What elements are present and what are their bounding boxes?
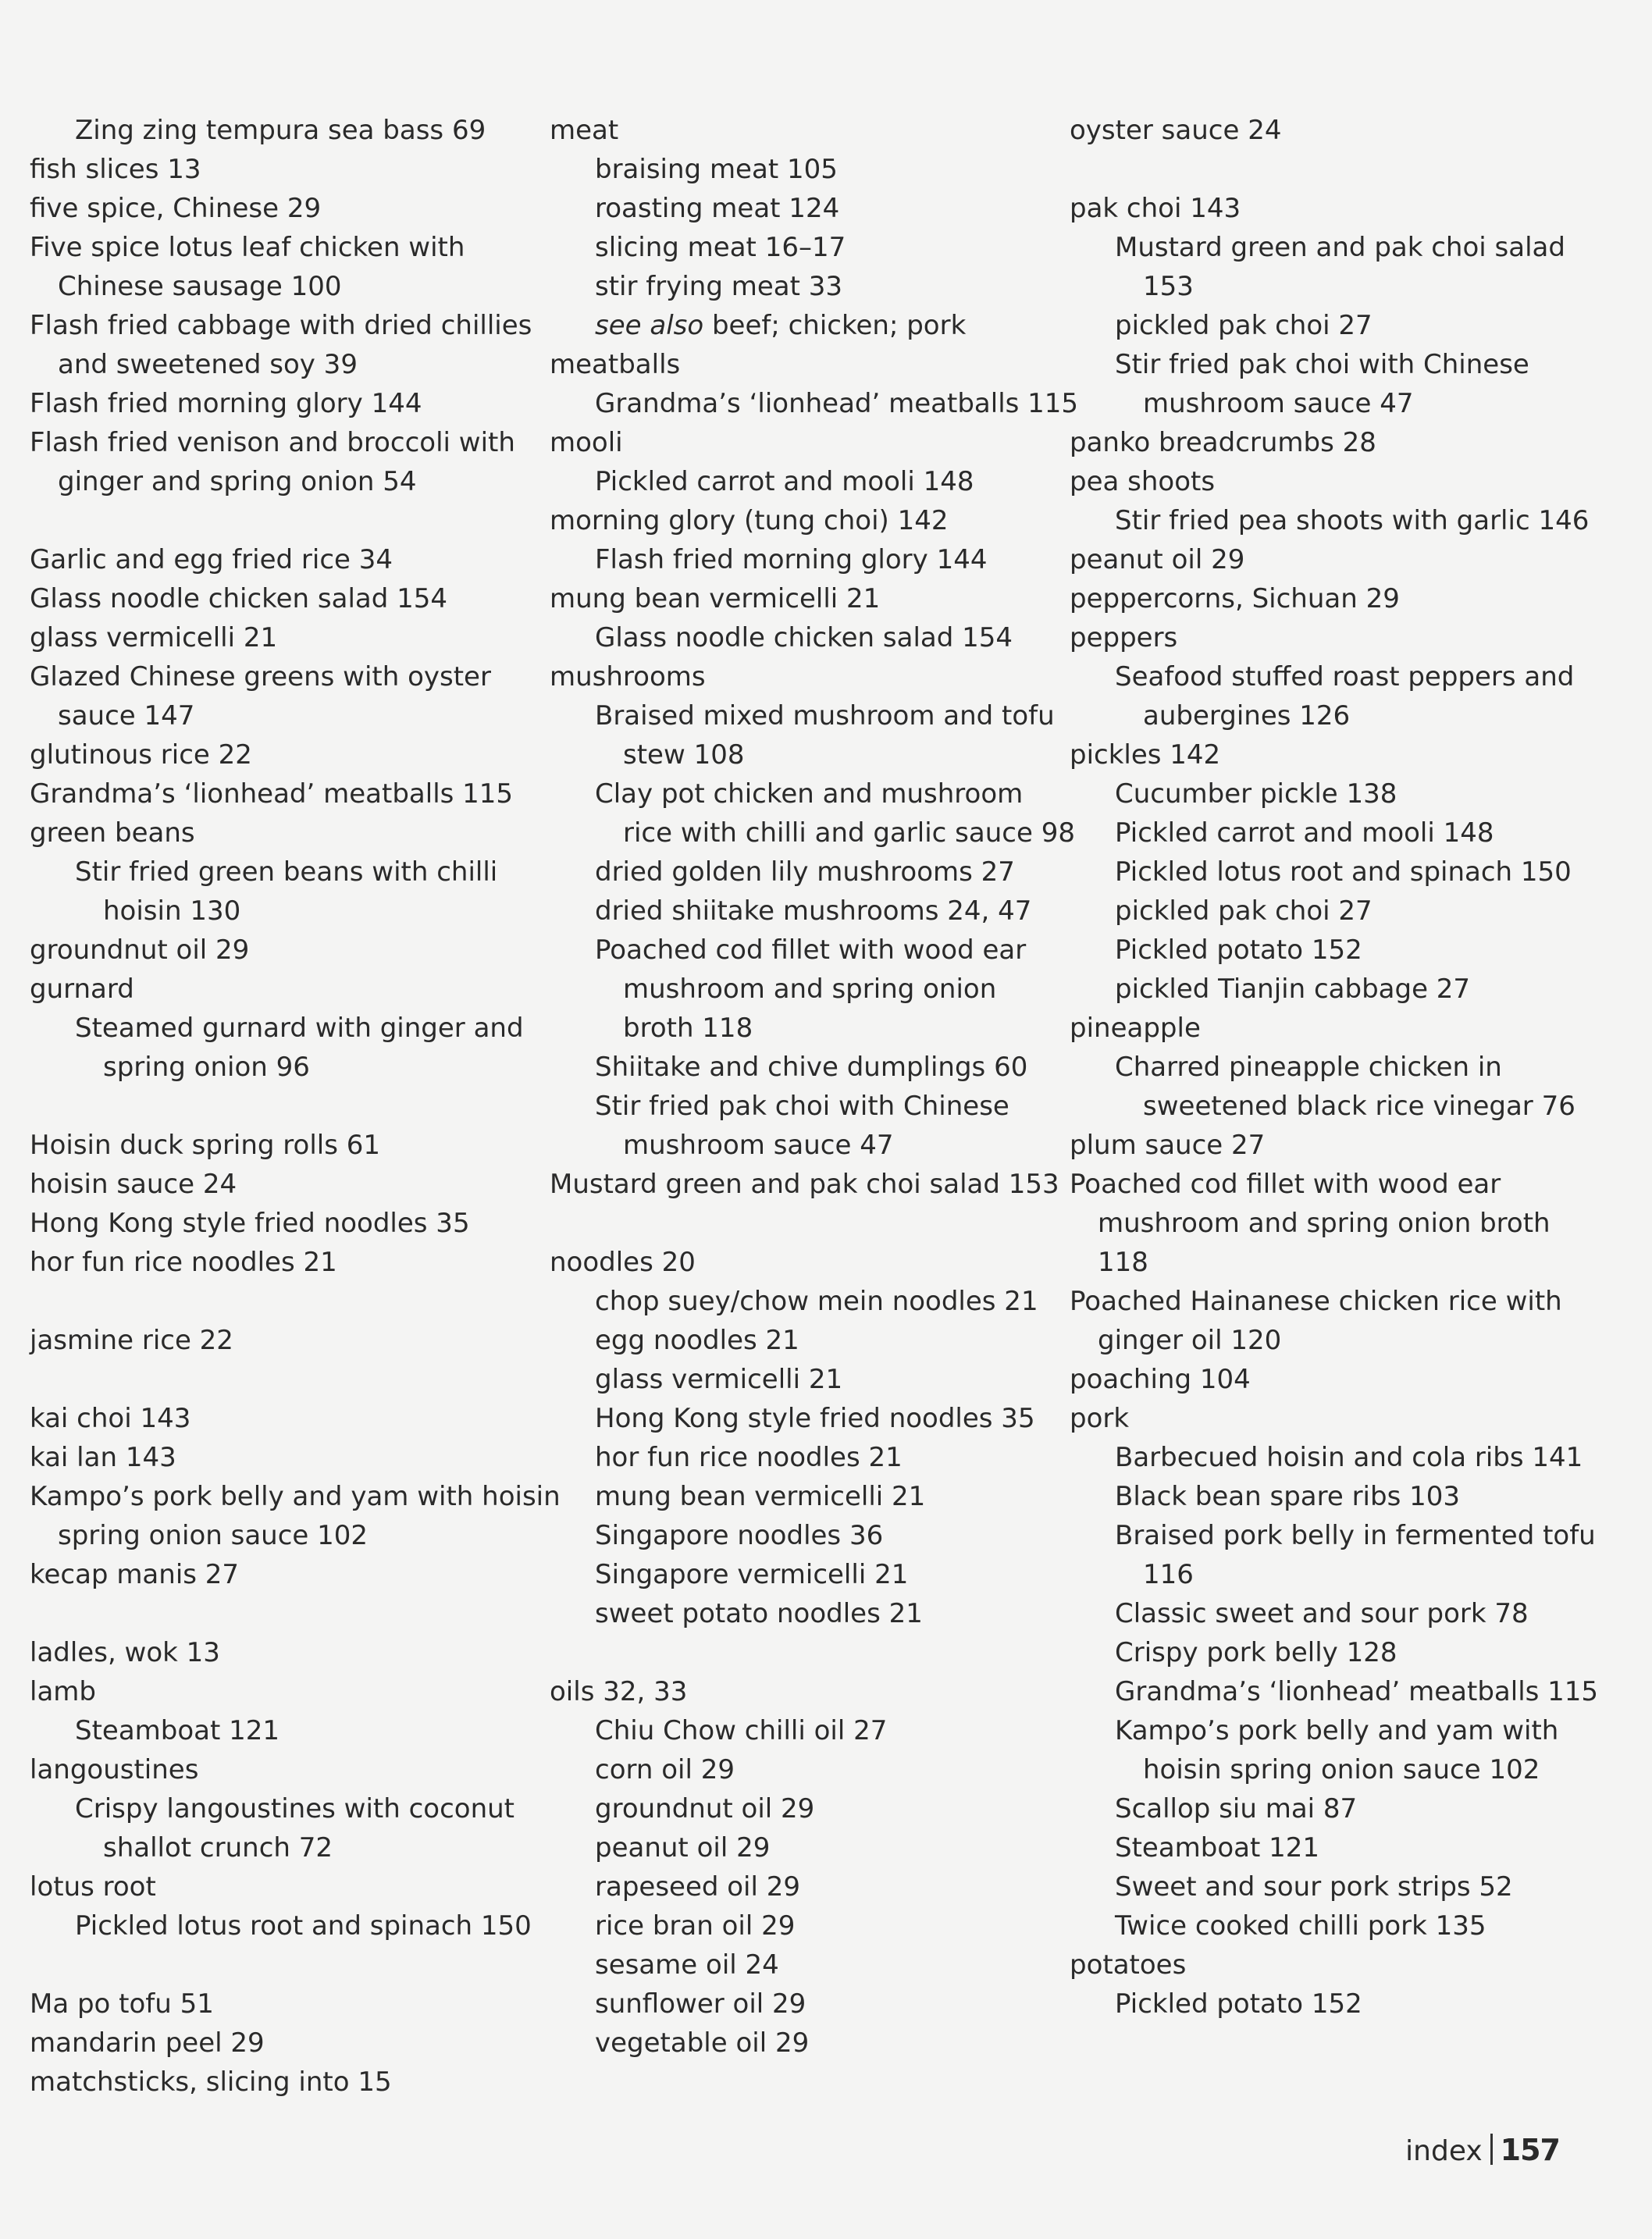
index-entry: glass vermicelli 21	[30, 622, 278, 653]
index-entry: egg noodles 21	[595, 1325, 799, 1356]
index-spacer	[1070, 150, 1569, 189]
index-entry: mung bean vermicelli 21	[550, 583, 881, 614]
index-entry: Poached cod fillet with wood ear	[595, 934, 1027, 966]
index-entry: mung bean vermicelli 21	[595, 1481, 926, 1512]
index-entry: peppercorns, Sichuan 29	[1070, 583, 1400, 614]
index-entry: corn oil 29	[595, 1754, 735, 1785]
index-spacer	[30, 1945, 537, 1984]
index-spacer	[30, 1594, 537, 1633]
cross-reference-targets: beef; chicken; pork	[703, 310, 967, 341]
index-entry: 153	[1143, 271, 1194, 302]
index-entry: sunflower oil 29	[595, 1988, 806, 2020]
folio-section: index	[1405, 2135, 1483, 2167]
index-entry: Hong Kong style fried noodles 35	[595, 1403, 1035, 1434]
index-entry: vegetable oil 29	[595, 2027, 810, 2059]
index-entry: Braised pork belly in fermented tofu	[1115, 1520, 1596, 1551]
index-entry: Mustard green and pak choi salad	[1115, 232, 1565, 263]
index-entry: stew 108	[623, 739, 745, 771]
index-spacer	[550, 1204, 1049, 1243]
index-entry: Black bean spare ribs 103	[1115, 1481, 1460, 1512]
index-entry: hoisin 130	[103, 895, 241, 927]
index-entry: Kampo’s pork belly and yam with	[1115, 1715, 1559, 1746]
index-entry: glass vermicelli 21	[595, 1364, 843, 1395]
index-entry: and sweetened soy 39	[58, 349, 358, 380]
index-entry: five spice, Chinese 29	[30, 193, 322, 224]
index-entry: rapeseed oil 29	[595, 1871, 801, 1903]
index-entry: hoisin spring onion sauce 102	[1143, 1754, 1540, 1785]
index-entry: Crispy langoustines with coconut	[75, 1793, 514, 1824]
index-entry: potatoes	[1070, 1949, 1187, 1981]
index-entry: glutinous rice 22	[30, 739, 252, 771]
index-entry: Braised mixed mushroom and tofu	[595, 700, 1055, 732]
index-entry: Stir fried pak choi with Chinese	[1115, 349, 1529, 380]
index-entry: 116	[1143, 1559, 1194, 1590]
page-number: 157	[1500, 2133, 1560, 2167]
index-entry: Hoisin duck spring rolls 61	[30, 1130, 381, 1161]
index-entry: Pickled carrot and mooli 148	[1115, 817, 1494, 849]
index-entry: Charred pineapple chicken in	[1115, 1052, 1502, 1083]
index-entry: meatballs	[550, 349, 681, 380]
index-entry: stir frying meat 33	[595, 271, 843, 302]
index-entry: Grandma’s ‘lionhead’ meatballs 115	[1115, 1676, 1599, 1707]
index-entry: Sweet and sour pork strips 52	[1115, 1871, 1513, 1903]
index-entry	[550, 306, 1049, 345]
index-entry: Ma po tofu 51	[30, 1988, 214, 2020]
index-entry: Zing zing tempura sea bass 69	[75, 115, 486, 146]
index-entry: poaching 104	[1070, 1364, 1251, 1395]
index-entry: ginger oil 120	[1098, 1325, 1282, 1356]
index-entry: spring onion sauce 102	[58, 1520, 368, 1551]
index-entry: Scallop siu mai 87	[1115, 1793, 1358, 1824]
index-entry: rice bran oil 29	[595, 1910, 796, 1942]
index-entry: peppers	[1070, 622, 1178, 653]
index-entry: Clay pot chicken and mushroom	[595, 778, 1024, 810]
index-entry: Pickled lotus root and spinach 150	[1115, 856, 1572, 888]
index-column-1	[30, 111, 561, 2102]
index-entry: Crispy pork belly 128	[1115, 1637, 1397, 1668]
index-entry: Flash fried cabbage with dried chillies	[30, 310, 532, 341]
index-entry: Flash fried morning glory 144	[595, 544, 988, 575]
index-entry: Flash fried morning glory 144	[30, 388, 422, 419]
index-entry: sweet potato noodles 21	[595, 1598, 923, 1629]
index-entry: noodles 20	[550, 1247, 696, 1278]
index-entry: Glazed Chinese greens with oyster	[30, 661, 491, 692]
index-entry: Pickled lotus root and spinach 150	[75, 1910, 532, 1942]
index-entry: Garlic and egg fried rice 34	[30, 544, 393, 575]
index-entry: Flash fried venison and broccoli with	[30, 427, 515, 458]
index-entry: broth 118	[623, 1013, 753, 1044]
index-entry: hor fun rice noodles 21	[595, 1442, 903, 1473]
index-entry: plum sauce 27	[1070, 1130, 1266, 1161]
index-entry: mushroom sauce 47	[623, 1130, 894, 1161]
cross-reference-label: see also	[595, 310, 704, 341]
index-entry: pineapple	[1070, 1013, 1201, 1044]
index-spacer	[30, 1360, 537, 1399]
index-entry: Kampo’s pork belly and yam with hoisin	[30, 1481, 561, 1512]
index-entry: mushroom and spring onion broth	[1098, 1208, 1551, 1239]
index-entry: dried shiitake mushrooms 24, 47	[595, 895, 1032, 927]
index-entry: lotus root	[30, 1871, 156, 1903]
index-entry: sauce 147	[58, 700, 195, 732]
index-entry: slicing meat 16–17	[595, 232, 846, 263]
index-entry: jasmine rice 22	[30, 1325, 233, 1356]
index-entry: Classic sweet and sour pork 78	[1115, 1598, 1529, 1629]
index-entry: Shiitake and chive dumplings 60	[595, 1052, 1028, 1083]
folio-divider	[1490, 2134, 1493, 2165]
index-entry: Chinese sausage 100	[58, 271, 342, 302]
index-entry: Poached Hainanese chicken rice with	[1070, 1286, 1562, 1317]
index-entry: Barbecued hoisin and cola ribs 141	[1115, 1442, 1583, 1473]
index-entry: ginger and spring onion 54	[58, 466, 417, 497]
index-entry: Glass noodle chicken salad 154	[30, 583, 448, 614]
index-entry: shallot crunch 72	[103, 1832, 333, 1863]
index-entry: rice with chilli and garlic sauce 98	[623, 817, 1075, 849]
index-entry: sweetened black rice vinegar 76	[1143, 1091, 1575, 1122]
index-entry: Steamed gurnard with ginger and	[75, 1013, 524, 1044]
index-entry: oyster sauce 24	[1070, 115, 1282, 146]
index-entry: green beans	[30, 817, 195, 849]
index-entry: kecap manis 27	[30, 1559, 240, 1590]
index-entry: peanut oil 29	[1070, 544, 1245, 575]
index-entry: panko breadcrumbs 28	[1070, 427, 1376, 458]
index-entry: peanut oil 29	[595, 1832, 771, 1863]
index-entry: Twice cooked chilli pork 135	[1115, 1910, 1486, 1942]
index-entry: Seafood stuffed roast peppers and	[1115, 661, 1575, 692]
index-entry: morning glory (tung choi) 142	[550, 505, 949, 536]
index-entry: oils 32, 33	[550, 1676, 688, 1707]
index-entry: Grandma’s ‘lionhead’ meatballs 115	[30, 778, 514, 810]
index-entry: Mustard green and pak choi salad 153	[550, 1169, 1059, 1200]
index-entry: spring onion 96	[103, 1052, 310, 1083]
index-entry: Stir fried pak choi with Chinese	[595, 1091, 1009, 1122]
index-entry: hor fun rice noodles 21	[30, 1247, 337, 1278]
index-spacer	[550, 1633, 1049, 1672]
index-entry: pickled pak choi 27	[1115, 895, 1373, 927]
index-entry: groundnut oil 29	[30, 934, 250, 966]
index-entry: dried golden lily mushrooms 27	[595, 856, 1015, 888]
index-entry: Glass noodle chicken salad 154	[595, 622, 1013, 653]
index-entry: sesame oil 24	[595, 1949, 779, 1981]
index-entry: pea shoots	[1070, 466, 1216, 497]
index-entry: pickled Tianjin cabbage 27	[1115, 974, 1471, 1005]
index-entry: hoisin sauce 24	[30, 1169, 237, 1200]
index-entry: pork	[1070, 1403, 1130, 1434]
index-entry: langoustines	[30, 1754, 199, 1785]
index-entry: lamb	[30, 1676, 96, 1707]
index-spacer	[30, 1282, 537, 1321]
index-column-3	[1070, 111, 1599, 2024]
index-entry: mushroom and spring onion	[623, 974, 997, 1005]
index-column-2	[550, 111, 1079, 2063]
index-entry: Pickled potato 152	[1115, 934, 1362, 966]
index-entry: ladles, wok 13	[30, 1637, 220, 1668]
index-entry: Poached cod fillet with wood ear	[1070, 1169, 1501, 1200]
index-spacer	[30, 1087, 537, 1126]
index-entry: Stir fried green beans with chilli	[75, 856, 498, 888]
index-entry: mushrooms	[550, 661, 706, 692]
index-entry: groundnut oil 29	[595, 1793, 815, 1824]
index-entry: chop suey/chow mein noodles 21	[595, 1286, 1038, 1317]
index-spacer	[30, 501, 537, 540]
index-entry: kai choi 143	[30, 1403, 191, 1434]
index-entry: Cucumber pickle 138	[1115, 778, 1397, 810]
index-entry: Pickled potato 152	[1115, 1988, 1362, 2020]
index-entry: Stir fried pea shoots with garlic 146	[1115, 505, 1590, 536]
index-entry: pak choi 143	[1070, 193, 1241, 224]
index-entry: Hong Kong style fried noodles 35	[30, 1208, 470, 1239]
index-entry: aubergines 126	[1143, 700, 1351, 732]
index-entry: Five spice lotus leaf chicken with	[30, 232, 465, 263]
index-entry: mushroom sauce 47	[1143, 388, 1414, 419]
index-entry: Steamboat 121	[1115, 1832, 1320, 1863]
index-entry: Singapore noodles 36	[595, 1520, 884, 1551]
index-entry: braising meat 105	[595, 154, 838, 185]
page-folio	[1405, 2133, 1560, 2167]
index-entry: matchsticks, slicing into 15	[30, 2066, 392, 2098]
index-entry: gurnard	[30, 974, 134, 1005]
index-entry: pickled pak choi 27	[1115, 310, 1373, 341]
index-entry: 118	[1098, 1247, 1148, 1278]
index-entry: Singapore vermicelli 21	[595, 1559, 909, 1590]
index-entry: pickles 142	[1070, 739, 1221, 771]
index-entry: mooli	[550, 427, 623, 458]
index-entry: meat	[550, 115, 619, 146]
index-entry: roasting meat 124	[595, 193, 840, 224]
index-entry: kai lan 143	[30, 1442, 176, 1473]
index-entry: Grandma’s ‘lionhead’ meatballs 115	[595, 388, 1079, 419]
index-entry: mandarin peel 29	[30, 2027, 265, 2059]
index-entry: fish slices 13	[30, 154, 201, 185]
index-entry: Chiu Chow chilli oil 27	[595, 1715, 888, 1746]
index-entry: Pickled carrot and mooli 148	[595, 466, 974, 497]
index-entry: Steamboat 121	[75, 1715, 280, 1746]
